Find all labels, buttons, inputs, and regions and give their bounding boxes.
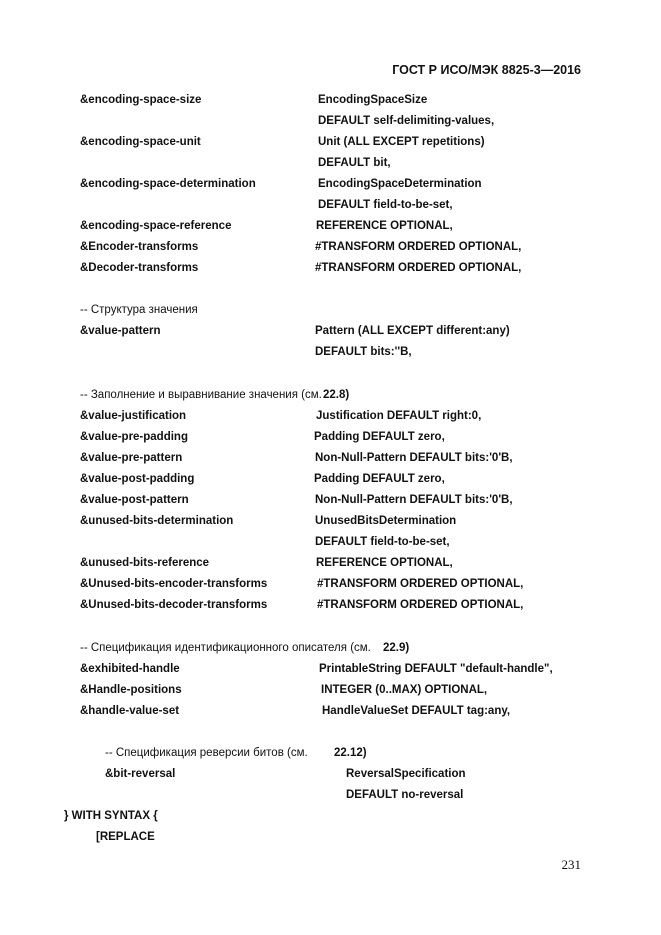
- field-spec: DEFAULT no-reversal: [346, 789, 464, 801]
- field-name: &Decoder-transforms: [80, 262, 199, 274]
- field-name: &Handle-positions: [80, 684, 182, 696]
- document-header: ГОСТ Р ИСО/МЭК 8825-3—2016: [392, 63, 581, 77]
- field-spec: #TRANSFORM ORDERED OPTIONAL,: [317, 578, 524, 590]
- field-name: &Unused-bits-decoder-transforms: [80, 599, 268, 611]
- field-spec: Padding DEFAULT zero,: [314, 431, 445, 443]
- comment-text: -- Спецификация идентификационного описателя (см.: [80, 642, 371, 654]
- field-name: &encoding-space-determination: [80, 178, 256, 190]
- field-name: &value-post-pattern: [80, 494, 189, 506]
- field-spec: Justification DEFAULT right:0,: [316, 410, 482, 422]
- field-spec: REFERENCE OPTIONAL,: [316, 557, 453, 569]
- field-spec: #TRANSFORM ORDERED OPTIONAL,: [315, 262, 522, 274]
- field-name: &Encoder-transforms: [80, 241, 199, 253]
- page-number: 231: [561, 857, 581, 872]
- comment-text: -- Заполнение и выравнивание значения (см.: [80, 389, 322, 401]
- field-spec: ReversalSpecification: [346, 768, 466, 780]
- field-name: &value-pre-pattern: [80, 452, 183, 464]
- field-spec: DEFAULT self-delimiting-values,: [318, 115, 495, 127]
- field-spec: DEFAULT bits:''B,: [315, 346, 412, 358]
- field-spec: INTEGER (0..MAX) OPTIONAL,: [321, 684, 488, 696]
- comment-text: -- Структура значения: [80, 304, 198, 316]
- field-name: &unused-bits-determination: [80, 515, 234, 527]
- field-name: &value-pattern: [80, 325, 161, 337]
- field-name: &encoding-space-unit: [80, 136, 201, 148]
- comment-text: -- Спецификация реверсии битов (см.: [105, 747, 308, 759]
- field-spec: 22.8): [323, 389, 350, 401]
- field-spec: } WITH SYNTAX {: [64, 810, 158, 822]
- field-spec: 22.12): [334, 747, 367, 759]
- field-name: &unused-bits-reference: [80, 557, 210, 569]
- field-spec: DEFAULT bit,: [318, 157, 391, 169]
- field-spec: 22.9): [383, 642, 410, 654]
- field-spec: Non-Null-Pattern DEFAULT bits:'0'B,: [315, 494, 513, 506]
- field-name: &exhibited-handle: [80, 663, 180, 675]
- field-name: &value-post-padding: [80, 473, 195, 485]
- field-name: &bit-reversal: [105, 768, 176, 780]
- field-spec: Pattern (ALL EXCEPT different:any): [315, 325, 510, 337]
- field-name: &handle-value-set: [80, 705, 180, 717]
- field-spec: DEFAULT field-to-be-set,: [318, 199, 453, 211]
- field-spec: #TRANSFORM ORDERED OPTIONAL,: [315, 241, 522, 253]
- field-name: &encoding-space-reference: [80, 220, 232, 232]
- field-spec: EncodingSpaceDetermination: [318, 178, 482, 190]
- field-spec: REFERENCE OPTIONAL,: [316, 220, 453, 232]
- field-spec: DEFAULT field-to-be-set,: [315, 536, 450, 548]
- field-name: &value-pre-padding: [80, 431, 188, 443]
- field-name: &encoding-space-size: [80, 94, 202, 106]
- field-spec: Non-Null-Pattern DEFAULT bits:'0'B,: [315, 452, 513, 464]
- field-spec: #TRANSFORM ORDERED OPTIONAL,: [317, 599, 524, 611]
- field-spec: EncodingSpaceSize: [318, 94, 428, 106]
- field-name: &value-justification: [80, 410, 187, 422]
- field-name: &Unused-bits-encoder-transforms: [80, 578, 268, 590]
- field-spec: PrintableString DEFAULT "default-handle",: [319, 663, 553, 675]
- field-spec: [REPLACE: [96, 831, 155, 843]
- field-spec: UnusedBitsDetermination: [315, 515, 457, 527]
- field-spec: Padding DEFAULT zero,: [314, 473, 445, 485]
- field-spec: Unit (ALL EXCEPT repetitions): [318, 136, 485, 148]
- field-spec: HandleValueSet DEFAULT tag:any,: [322, 705, 511, 717]
